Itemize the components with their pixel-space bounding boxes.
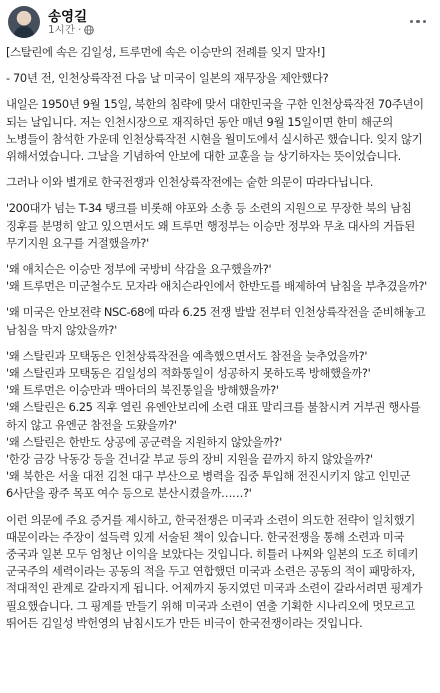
post-content xyxy=(6,44,434,641)
post-paragraph: '왜 애치슨은 이승만 정부에 국방비 삭감을 요구했을까?' '왜 트루먼은 미군철수도 모자라 애치슨라인에서 한반도를 배제하여 남침을 부추겼을까?' xyxy=(6,262,427,294)
avatar[interactable] xyxy=(8,6,40,38)
post-paragraph: 내일은 1950년 9월 15일, 북한의 침략에 맞서 대한민국을 구한 인천상륙작전 70주년이 되는 날입니다. 저는 인천시장으로 재직하던 동안 매년 9월 15일이면 한미 해군의 노병들이 참석한 가운데 인천상륙작전 시현을 월미도에서 실시하곤 했습니다. 잊지 않기 위해서였습니다. 그날을 기념하여 안보에 대한 교훈을 늘 상기하자는 뜻이었습니다. xyxy=(6,97,424,164)
separator-dot: · xyxy=(77,23,82,36)
author-name[interactable]: 송영길 xyxy=(48,9,88,25)
post-meta xyxy=(48,22,94,37)
globe-icon[interactable] xyxy=(84,25,94,35)
post-paragraph: 그러나 이와 별개로 한국전쟁과 인천상륙작전에는 숱한 의문이 따라다닙니다. xyxy=(6,175,374,190)
post-paragraph: '왜 스탈린과 모택동은 인천상륙작전을 예측했으면서도 참전을 늦추었을까?' '왜 스탈린과 모택동은 김일성의 적화통일이 성공하지 못하도록 방해했을까?' '왜 트루먼은 이승만과 맥아더의 북진통일을 방해했을까?' '왜 스탈린은 6.25 직후 열린 유엔안보리에 소련 대표 말리크를 불참시켜 거부권 행사를 하지 않고 유엔군 참전을 도왔을까?' '왜 스탈린은 한반도 상공에 공군력을 지원하지 않았을까?' '한강 금강 낙동강 등을 건너갈 부교 등의 장비 지원을 끝까지 하지 않았을까?' '왜 북한은 서울 대전 김천 대구 부산으로 병력을 집중 투입해 전진시키지 않고 인민군 6사단을 광주 목포 여수 등으로 분산시켰을까……?' xyxy=(6,348,421,501)
more-options-icon[interactable] xyxy=(408,8,430,26)
post-paragraph: 이런 의문에 주요 증거를 제시하고, 한국전쟁은 미국과 소련이 의도한 전략이 일치했기 때문이라는 주장이 설득력 있게 서술된 책이 있습니다. 한국전쟁을 통해 소련과 미국 중국과 일본 모두 엄청난 이익을 보았다는 것입니다. 히틀러 나찌와 일본의 도조 히데키 군국주의 세력이라는 공동의 적을 두고 연합했던 미국과 소련은 공동의 적이 패망하자, 적대적인 관계로 갈라지게 됩니다. 어제까지 동지였던 미국과 소련이 갈라서려면 핑계가 필요했습니다. 그 핑계를 만들기 위해 미국과 소련이 연출 기획한 시나리오에 멋모르고 뛰어든 김일성 박헌영의 남침시도가 만든 비극이 한국전쟁이라는 것입니다. xyxy=(6,512,423,630)
post-header xyxy=(0,0,440,42)
post-time[interactable]: 1시간 xyxy=(48,24,75,36)
post-paragraph: '왜 미국은 안보전략 NSC-68에 따라 6.25 전쟁 발발 전부터 인천상륙작전을 준비해놓고 남침을 막지 않았을까?' xyxy=(6,305,426,337)
post-paragraph: '200대가 넘는 T-34 탱크를 비롯해 야포와 소총 등 소련의 지원으로 무장한 북의 남침 징후를 분명히 알고 있으면서도 왜 트루먼 행정부는 이승만 정부와 무초 대사의 거듭된 무기지원 요구를 거절했을까?' xyxy=(6,201,415,250)
post-paragraph: - 70년 전, 인천상륙작전 다음 날 미국이 일본의 재무장을 제안했다? xyxy=(6,71,329,86)
post-paragraph: [스탈린에 속은 김일성, 트루먼에 속은 이승만의 전례를 잊지 말자!] xyxy=(6,45,325,59)
